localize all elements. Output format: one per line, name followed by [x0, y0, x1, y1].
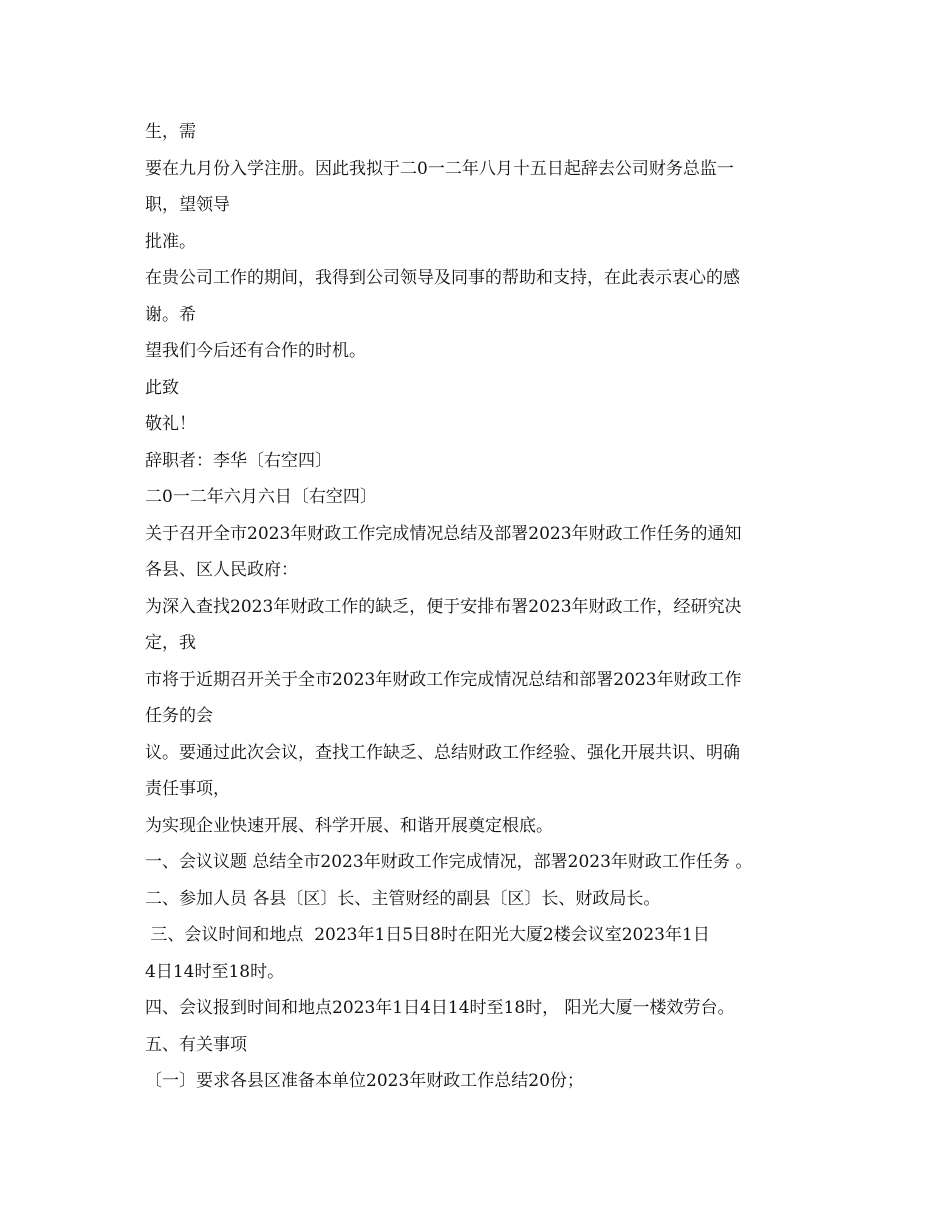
text-line: 在贵公司工作的期间，我得到公司领导及同事的帮助和支持，在此表示衷心的感 — [145, 268, 740, 288]
document-body — [145, 114, 805, 1100]
text-line: 二、参加人员 各县〔区〕长、主管财经的副县〔区〕长、财政局长。 — [145, 888, 661, 909]
text-line: 二0一二年六月六日〔右空四〕 — [145, 487, 377, 507]
text-line: 生，需 — [145, 122, 196, 142]
text-line: 职，望领导 — [145, 195, 230, 215]
text-line: 望我们今后还有合作的时机。 — [145, 341, 366, 361]
text-line: 此致 — [145, 377, 179, 398]
text-line: 为深入查找2023年财政工作的缺乏，便于安排布署2023年财政工作，经研究决 — [145, 596, 742, 617]
text-line: 五、有关事项 — [145, 1034, 247, 1055]
text-line: 一、会议议题 总结全市2023年财政工作完成情况，部署2023年财政工作任务 。 — [145, 852, 753, 872]
text-line: 〔一〕要求各县区准备本单位2023年财政工作总结20份； — [145, 1071, 584, 1091]
text-line: 批准。 — [145, 231, 196, 252]
text-line: 谢。希 — [145, 304, 196, 325]
text-line: 要在九月份入学注册。因此我拟于二0一二年八月十五日起辞去公司财务总监一 — [145, 158, 734, 179]
text-line: 敬礼！ — [145, 414, 196, 434]
text-line: 四、会议报到时间和地点2023年1日4日14时至18时， 阳光大厦一楼效劳台。 — [145, 998, 735, 1018]
text-line: 责任事项， — [145, 779, 230, 799]
text-line: 议。要通过此次会议，查找工作缺乏、总结财政工作经验、强化开展共识、明确 — [145, 742, 740, 763]
text-line: 市将于近期召开关于全市2023年财政工作完成情况总结和部署2023年财政工作 — [145, 669, 742, 690]
text-line: 定，我 — [145, 633, 196, 653]
text-line: 各县、区人民政府： — [145, 560, 298, 580]
text-line: 辞职者：李华〔右空四〕 — [145, 450, 332, 471]
text-line: 为实现企业快速开展、科学开展、和谐开展奠定根底。 — [145, 815, 553, 836]
text-line: 任务的会 — [145, 706, 213, 726]
text-line: 三、会议时间和地点 2023年1日5日8时在阳光大厦2楼会议室2023年1日 — [145, 925, 710, 945]
text-line: 4日14时至18时。 — [145, 961, 285, 982]
notice-title: 关于召开全市2023年财政工作完成情况总结及部署2023年财政工作任务的通知 — [145, 523, 742, 544]
